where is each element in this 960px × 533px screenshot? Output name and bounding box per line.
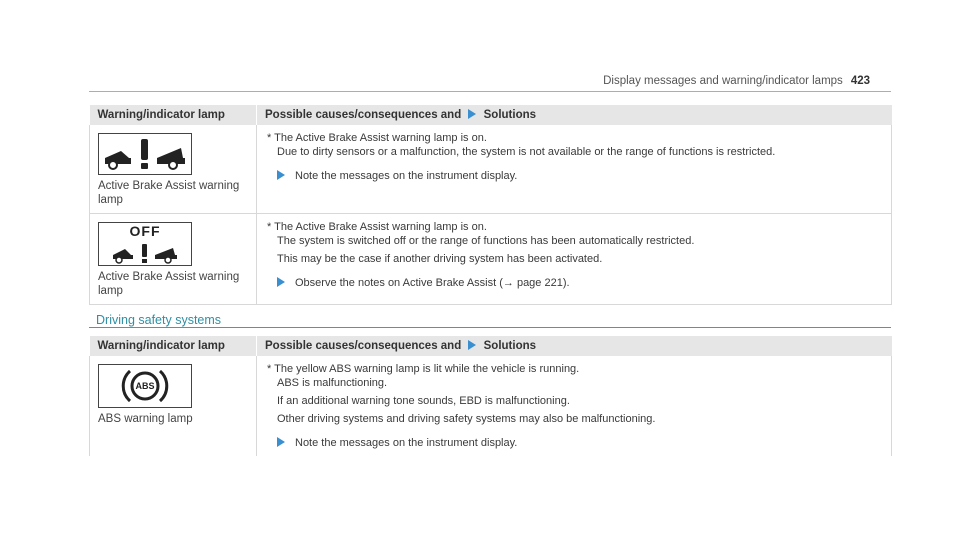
lamp-label: ABS warning lamp: [98, 413, 193, 425]
cause-text-1: [267, 131, 881, 145]
asterisk: *: [267, 221, 272, 233]
table-header-row: [90, 336, 892, 356]
solution-arrow-icon: [277, 437, 285, 447]
cause-cell: [257, 125, 892, 214]
cause-line: If an additional warning tone sounds, EBD is malfunctioning.: [277, 395, 570, 407]
action-item: [267, 276, 881, 290]
warning-lamp-table-2: [89, 336, 892, 456]
lamp-cell: [90, 125, 257, 214]
page-number: 423: [850, 75, 870, 87]
cause-line: The system is switched off or the range of functions has been automatically restricted.: [277, 235, 695, 247]
cause-line: Due to dirty sensors or a malfunction, the system is not available or the range of functions is restricted.: [277, 146, 776, 158]
col-header-causes: [257, 105, 892, 125]
abs-lamp-text: ABS: [135, 381, 155, 391]
lamp-cell: [90, 214, 257, 305]
table-header-row: [90, 105, 892, 125]
header-rule: [89, 91, 891, 92]
page-header: [603, 75, 870, 87]
cause-line: ABS is malfunctioning.: [277, 377, 388, 389]
action-item: [267, 436, 881, 450]
cause-text-1: [267, 220, 881, 234]
action-item: [267, 169, 881, 183]
brake-assist-warning-icon: [98, 133, 192, 175]
col-header-causes-text: Possible causes/consequences and: [265, 109, 462, 121]
solution-arrow-icon: [468, 340, 476, 350]
table-row: [90, 125, 892, 214]
cause-line: This may be the case if another driving system has been activated.: [277, 253, 603, 265]
lamp-cell: [90, 356, 257, 456]
asterisk: *: [267, 363, 272, 375]
page-header-title: Display messages and warning/indicator lamps: [603, 75, 843, 87]
col-header-solutions-text: Solutions: [483, 340, 537, 352]
abs-warning-icon: [98, 364, 192, 408]
col-header-causes: [257, 336, 892, 356]
cause-cell: [257, 214, 892, 305]
lamp-label: Active Brake Assist warning lamp: [98, 180, 240, 206]
cause-line: The yellow ABS warning lamp is lit while the vehicle is running.: [274, 363, 580, 375]
action-text: Note the messages on the instrument display.: [295, 437, 518, 449]
cause-line: The Active Brake Assist warning lamp is on.: [274, 221, 487, 233]
section-rule: [89, 327, 891, 328]
asterisk: *: [267, 132, 272, 144]
cause-text-1: [267, 362, 881, 376]
cause-line: Other driving systems and driving safety systems may also be malfunctioning.: [277, 413, 656, 425]
table-row: [90, 356, 892, 456]
solution-arrow-icon: [277, 277, 285, 287]
col-header-causes-text: Possible causes/consequences and: [265, 340, 462, 352]
solution-arrow-icon: [277, 170, 285, 180]
section-title: Driving safety systems: [96, 313, 222, 327]
brake-assist-off-icon: [98, 222, 192, 266]
lamp-label: Active Brake Assist warning lamp: [98, 271, 240, 297]
col-header-lamp: Warning/indicator lamp: [90, 336, 257, 356]
cause-line: The Active Brake Assist warning lamp is on.: [274, 132, 487, 144]
solution-arrow-icon: [468, 109, 476, 119]
col-header-solutions-text: Solutions: [483, 109, 537, 121]
action-text-prefix: Observe the notes on Active Brake Assist (: [295, 277, 503, 289]
table-row: [90, 214, 892, 305]
page-ref-arrow: →: [502, 277, 514, 289]
action-text-suffix: page 221).: [513, 277, 570, 289]
cause-cell: [257, 356, 892, 456]
col-header-lamp: Warning/indicator lamp: [90, 105, 257, 125]
action-text: Note the messages on the instrument display.: [295, 170, 518, 182]
lamp-off-text: OFF: [129, 223, 161, 239]
warning-lamp-table-1: [89, 105, 892, 305]
